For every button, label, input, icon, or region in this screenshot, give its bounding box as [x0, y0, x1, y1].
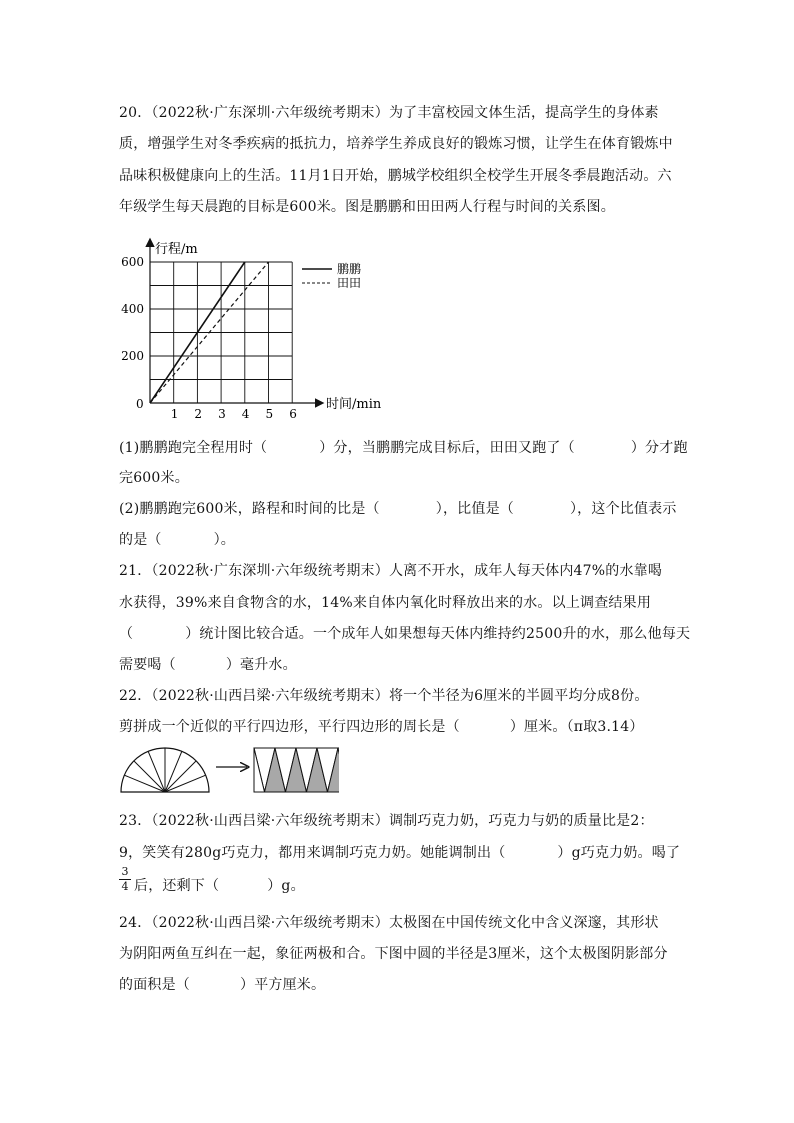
q24-text-line-3: 的面积是（ ）平方厘米。	[119, 977, 326, 993]
q20-sub2-line-1: (2)鹏鹏跑完600米，路程和时间的比是（ ），比值是（ ），这个比值表示	[119, 501, 677, 517]
q21-text-line-4: 需要喝（ ）毫升水。	[119, 657, 297, 673]
semicircle-to-parallelogram-figure	[119, 742, 339, 798]
x-axis-label: 时间/min	[326, 397, 382, 412]
fraction-three-quarters: 3 4	[119, 866, 131, 893]
y-axis-label: 行程/m	[155, 242, 198, 257]
q21-text-line-1: 21．（2022秋·广东深圳·六年级统考期末）人离不开水，成年人每天体内47%的水靠喝	[119, 563, 663, 579]
parallelogram-shape	[254, 748, 339, 792]
x-tick-label: 4	[241, 407, 250, 421]
q23-text-line-3: 后，还剩下（ ）g。	[134, 878, 305, 894]
q23-text-line-2: 9，笑笑有280g巧克力，都用来调制巧克力奶。她能调制出（ ）g巧克力奶。喝了	[119, 845, 681, 861]
x-tick-label: 6	[289, 407, 297, 421]
q21-text-line-2: 水获得，39%来自食物含的水，14%来自体内氧化时释放出来的水。以上调查结果用	[119, 595, 652, 611]
x-tick-label: 2	[194, 407, 203, 421]
sector-divider	[165, 761, 196, 792]
origin-label: 0	[136, 397, 144, 411]
x-tick-label: 5	[265, 407, 274, 421]
legend-label-0: 鹏鹏	[337, 262, 362, 276]
x-tick-label: 1	[170, 407, 179, 421]
chart-grid	[150, 262, 292, 403]
sector-divider	[134, 761, 165, 792]
q22-text-line-2: 剪拼成一个近似的平行四边形，平行四边形的周长是（ ）厘米。（π取3.14）	[119, 719, 644, 735]
q20-text-line-3: 品味积极健康向上的生活。11月1日开始，鹏城学校组织全校学生开展冬季晨跑活动。六	[119, 168, 672, 184]
y-tick-label: 400	[121, 302, 144, 316]
q20-text-line-2: 质，增强学生对冬季疾病的抵抗力，培养学生养成良好的锻炼习惯，让学生在体育锻炼中	[119, 136, 673, 152]
q24-text-line-1: 24．（2022秋·山西吕梁·六年级统考期末）太极图在中国传统文化中含义深邃，其形状	[119, 915, 659, 931]
q24-text-line-2: 为阴阳两鱼互纠在一起，象征两极和合。下图中圆的半径是3厘米，这个太极图阴影部分	[119, 946, 668, 962]
q20-text-line-1: 20．（2022秋·广东深圳·六年级统考期末）为了丰富校园文体生活，提高学生的身体素	[119, 105, 659, 121]
x-tick-label: 3	[218, 407, 226, 421]
q20-text-line-4: 年级学生每天晨跑的目标是600米。图是鹏鹏和田田两人行程与时间的关系图。	[119, 199, 615, 215]
q21-text-line-3: （ ）统计图比较合适。一个成年人如果想每天体内维持约2500升的水，那么他每天	[119, 626, 691, 642]
q20-sub1-line-2: 完600米。	[119, 470, 189, 486]
y-tick-label: 200	[121, 349, 144, 363]
q22-text-line-1: 22．（2022秋·山西吕梁·六年级统考期末）将一个半径为6厘米的半圆平均分成8份。	[119, 688, 649, 704]
q20-sub1-line-1: (1)鹏鹏跑完全程用时（ ）分，当鹏鹏完成目标后，田田又跑了（ ）分才跑	[119, 440, 688, 456]
y-tick-label: 600	[121, 255, 144, 269]
legend-label-1: 田田	[337, 276, 362, 290]
q23-text-line-1: 23．（2022秋·山西吕梁·六年级统考期末）调制巧克力奶，巧克力与奶的质量比是2：	[119, 813, 654, 829]
distance-time-chart	[119, 232, 389, 422]
q20-sub2-line-2: 的是（ ）。	[119, 532, 236, 548]
